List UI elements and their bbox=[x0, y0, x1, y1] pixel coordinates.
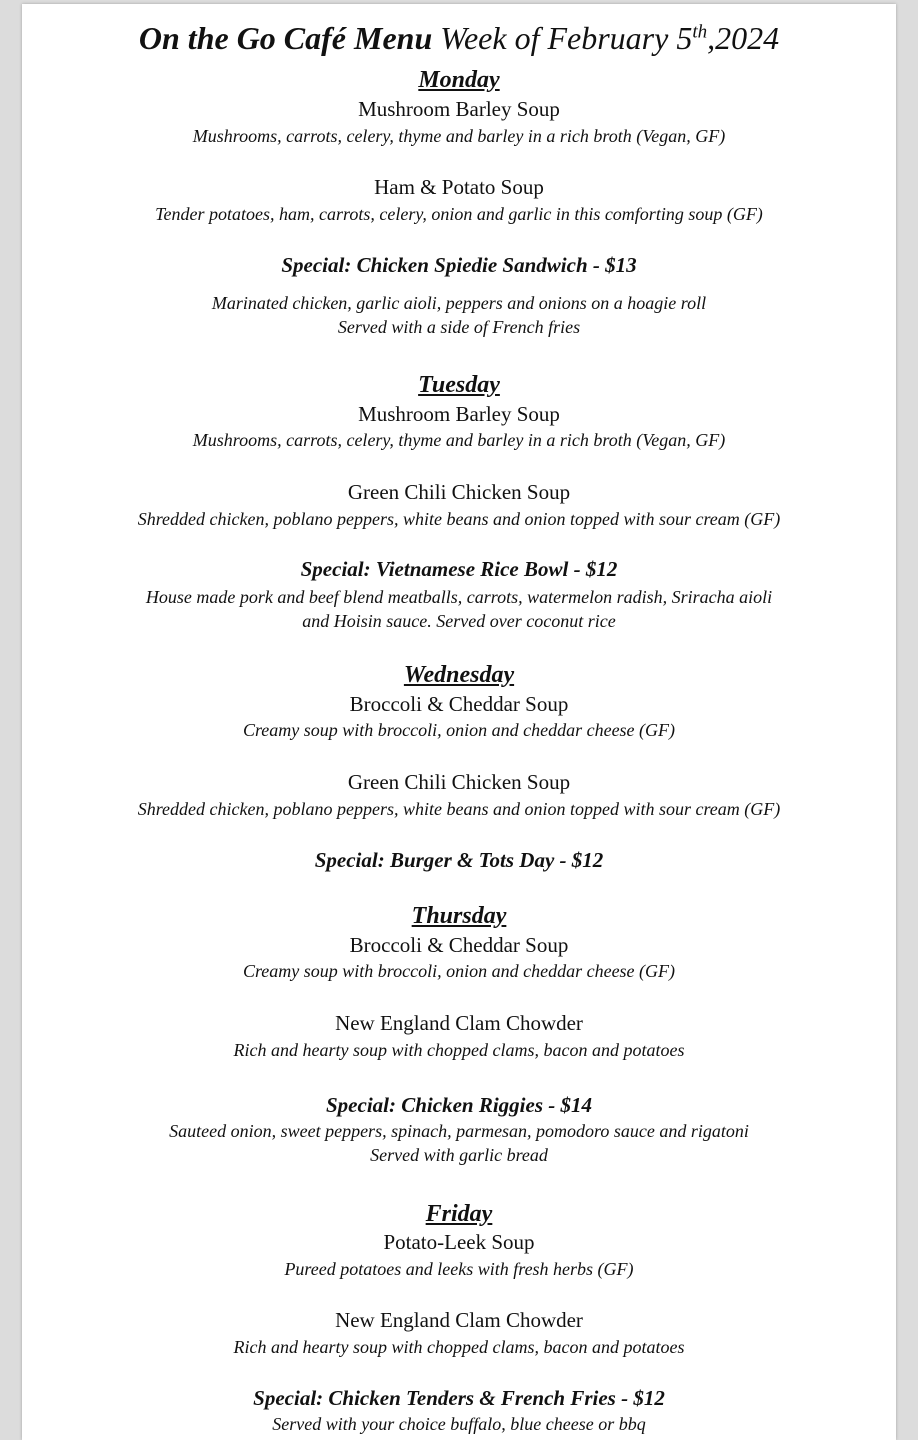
menu-item-name: Potato-Leek Soup bbox=[383, 1230, 535, 1254]
special-description: Marinated chicken, garlic aioli, peppers and onions on a hoagie roll bbox=[211, 293, 707, 313]
menu-item-description: Tender potatoes, ham, carrots, celery, onion and garlic in this comforting soup (GF) bbox=[155, 204, 763, 224]
menu-page bbox=[22, 4, 896, 1440]
daily-special: Special: Burger & Tots Day - $12 bbox=[314, 848, 604, 872]
menu-item-name: Mushroom Barley Soup bbox=[358, 402, 560, 426]
menu-item-description: Rich and hearty soup with chopped clams, bacon and potatoes bbox=[233, 1337, 685, 1357]
title-cafe-menu: On the Go Café Menu bbox=[138, 20, 433, 56]
menu-item-name: Ham & Potato Soup bbox=[374, 175, 544, 199]
day-heading-wednesday: Wednesday bbox=[403, 662, 515, 688]
day-heading-thursday: Thursday bbox=[411, 903, 507, 929]
special-description: House made pork and beef blend meatballs, carrots, watermelon radish, Sriracha aioli bbox=[145, 587, 773, 607]
special-description: Served with your choice buffalo, blue cheese or bbq bbox=[272, 1414, 646, 1434]
menu-item-description: Creamy soup with broccoli, onion and cheddar cheese (GF) bbox=[242, 961, 676, 981]
special-description: Sauteed onion, sweet peppers, spinach, parmesan, pomodoro sauce and rigatoni bbox=[169, 1121, 749, 1141]
menu-item-description: Mushrooms, carrots, celery, thyme and barley in a rich broth (Vegan, GF) bbox=[192, 430, 726, 450]
menu-item-description: Creamy soup with broccoli, onion and cheddar cheese (GF) bbox=[242, 720, 676, 740]
menu-item-description: Shredded chicken, poblano peppers, white beans and onion topped with sour cream (GF) bbox=[137, 509, 781, 529]
daily-special: Special: Chicken Tenders & French Fries - $12 bbox=[253, 1386, 665, 1410]
title-ordinal-suffix: th bbox=[692, 21, 708, 43]
menu-item-name: New England Clam Chowder bbox=[335, 1308, 583, 1332]
menu-item-name: Mushroom Barley Soup bbox=[358, 97, 560, 121]
special-description: and Hoisin sauce. Served over coconut rice bbox=[302, 611, 616, 631]
menu-item-description: Pureed potatoes and leeks with fresh herbs (GF) bbox=[284, 1259, 634, 1279]
title-year: ,2024 bbox=[707, 20, 780, 56]
day-heading-monday: Monday bbox=[418, 67, 500, 93]
page-title bbox=[22, 18, 896, 58]
menu-item-name: Broccoli & Cheddar Soup bbox=[349, 933, 569, 957]
daily-special: Special: Chicken Riggies - $14 bbox=[326, 1093, 592, 1117]
day-heading-tuesday: Tuesday bbox=[418, 372, 500, 398]
menu-item-name: Green Chili Chicken Soup bbox=[347, 770, 571, 794]
menu-item-name: Green Chili Chicken Soup bbox=[347, 480, 571, 504]
daily-special: Special: Chicken Spiedie Sandwich - $13 bbox=[281, 253, 637, 277]
daily-special: Special: Vietnamese Rice Bowl - $12 bbox=[300, 557, 618, 581]
special-description: Served with garlic bread bbox=[370, 1145, 548, 1165]
menu-item-name: Broccoli & Cheddar Soup bbox=[349, 692, 569, 716]
menu-item-description: Mushrooms, carrots, celery, thyme and barley in a rich broth (Vegan, GF) bbox=[192, 126, 726, 146]
title-week-of: Week of February 5 bbox=[440, 20, 693, 56]
special-description: Served with a side of French fries bbox=[337, 317, 581, 337]
day-heading-friday: Friday bbox=[425, 1201, 493, 1227]
menu-item-description: Rich and hearty soup with chopped clams, bacon and potatoes bbox=[233, 1040, 685, 1060]
menu-item-description: Shredded chicken, poblano peppers, white beans and onion topped with sour cream (GF) bbox=[137, 799, 781, 819]
menu-item-name: New England Clam Chowder bbox=[335, 1011, 583, 1035]
